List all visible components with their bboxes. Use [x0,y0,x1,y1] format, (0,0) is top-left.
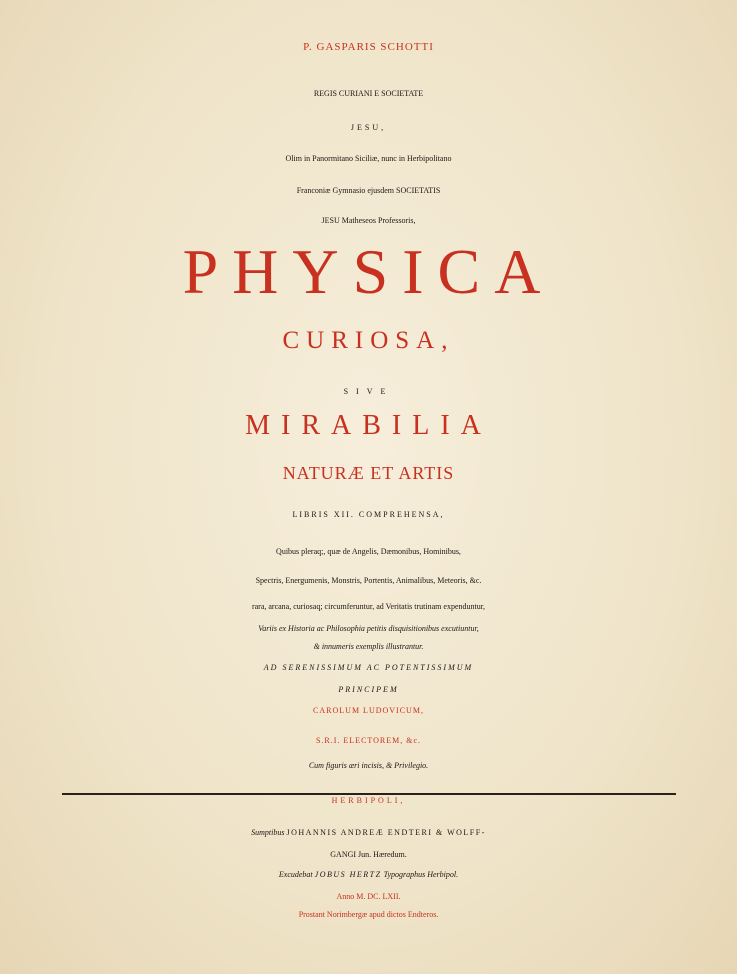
anno-line: Anno M. DC. LXII. [336,892,401,901]
sumptibus-line [0,829,737,837]
title-physica: PHYSICA [182,236,555,307]
sive-line: SIVE [343,387,394,396]
gangi-line: GANGI Jun. Hæredum. [330,850,407,859]
author-line: P. GASPARIS SCHOTTI [303,41,434,53]
excudebat-suffix: Typographus Herbipol. [383,870,459,879]
professor-line: JESU Matheseos Professoris, [321,216,416,225]
excudebat-prefix: Excudebat [278,870,313,879]
elector-line: S.R.I. ELECTOREM, &c. [315,736,422,745]
olim-line: Olim in Panormitano Siciliæ, nunc in Herbipolitano [285,154,452,163]
title-mirabilia: MIRABILIA [245,410,492,441]
title-naturae-et-artis: NATURÆ ET ARTIS [282,463,455,483]
prostant-line: Prostant Norimbergæ apud dictos Endteros. [298,910,439,919]
spectris-line: Spectris, Energumenis, Monstris, Portentis, Animalibus, Meteoris, &c. [255,576,482,585]
innumeris-line: & innumeris exemplis illustrantur. [313,642,424,651]
rara-line: rara, arcana, curiosaq; circumferuntur, ad Veritatis trutinam expenduntur, [251,602,486,611]
quibus-line: Quibus pleraq;, quæ de Angelis, Dæmonibus, Hominibus, [276,547,461,556]
sumptibus-prefix: Sumptibus [251,828,285,837]
horizontal-rule [62,793,676,795]
cum-figuris-line: Cum figuris æri incisis, & Privilegio. [308,761,429,770]
jesu-line: JESU, [350,123,387,132]
dedication-line: AD SERENISSIMUM AC POTENTISSIMUM [263,663,474,672]
variis-line: Variis ex Historia ac Philosophia petitis disquisitionibus excutiuntur, [258,624,479,633]
society-line: REGIS CURIANI E SOCIETATE [313,89,424,98]
libris-line: LIBRIS XII. COMPREHENSA, [292,510,445,519]
title-curiosa: CURIOSA, [282,327,455,354]
principem-line: PRINCIPEM [338,685,399,694]
excudebat-name: JOBUS HERTZ [314,870,382,879]
franconiae-line: Franconiæ Gymnasio ejusdem SOCIETATIS [296,186,441,195]
herbipoli-line: HERBIPOLI, [331,796,406,805]
carolum-line: CAROLUM LUDOVICUM, [313,706,424,715]
sumptibus-names: JOHANNIS ANDREÆ ENDTERI & WOLFF- [286,828,486,837]
excudebat-line [0,871,737,879]
